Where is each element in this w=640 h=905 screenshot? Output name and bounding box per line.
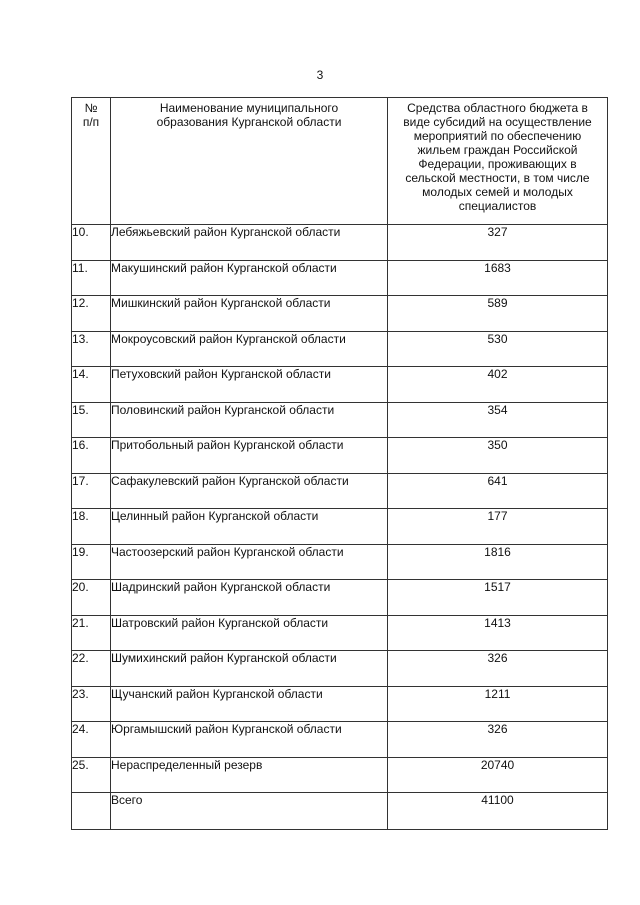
table-row <box>72 225 608 261</box>
row-number: 21. <box>72 615 111 651</box>
table-row <box>72 544 608 580</box>
row-name: Притобольный район Курганской области <box>111 438 388 474</box>
row-number: 12. <box>72 296 111 332</box>
row-value: 20740 <box>388 757 608 793</box>
table-row <box>72 260 608 296</box>
header-value: Средства областного бюджета в виде субсидий на осуществление мероприятий по обеспечению жильем граждан Российской Федерации, проживающих в сельской местности, в том числе молодых семей и молодых специалистов <box>388 98 608 225</box>
row-name: Юргамышский район Курганской области <box>111 722 388 758</box>
row-value: 1517 <box>388 580 608 616</box>
table-body <box>72 225 608 830</box>
row-value: 1683 <box>388 260 608 296</box>
table-row <box>72 580 608 616</box>
row-name: Шатровский район Курганской области <box>111 615 388 651</box>
row-value: 402 <box>388 367 608 403</box>
total-row <box>72 793 608 830</box>
row-value: 641 <box>388 473 608 509</box>
row-number: 23. <box>72 686 111 722</box>
table-row <box>72 438 608 474</box>
row-name: Целинный район Курганской области <box>111 509 388 545</box>
row-name: Шадринский район Курганской области <box>111 580 388 616</box>
row-value: 177 <box>388 509 608 545</box>
table-row <box>72 402 608 438</box>
row-name: Мокроусовский район Курганской области <box>111 331 388 367</box>
row-number: 19. <box>72 544 111 580</box>
row-name: Половинский район Курганской области <box>111 402 388 438</box>
table-row <box>72 757 608 793</box>
row-number: 10. <box>72 225 111 261</box>
row-number: 11. <box>72 260 111 296</box>
row-number: 22. <box>72 651 111 687</box>
row-value: 1816 <box>388 544 608 580</box>
row-value: 350 <box>388 438 608 474</box>
row-value: 530 <box>388 331 608 367</box>
header-number: № п/п <box>72 98 111 225</box>
table-row <box>72 615 608 651</box>
table-row <box>72 686 608 722</box>
header-row <box>72 98 608 225</box>
row-name: Шумихинский район Курганской области <box>111 651 388 687</box>
row-value: 589 <box>388 296 608 332</box>
table-header <box>72 98 608 225</box>
row-number: 25. <box>72 757 111 793</box>
row-name: Нераспределенный резерв <box>111 757 388 793</box>
header-name: Наименование муниципального образования Курганской области <box>111 98 388 225</box>
row-number <box>72 793 111 830</box>
row-value: 354 <box>388 402 608 438</box>
row-number: 18. <box>72 509 111 545</box>
table-row <box>72 509 608 545</box>
row-value: 1211 <box>388 686 608 722</box>
row-number: 16. <box>72 438 111 474</box>
row-value: 327 <box>388 225 608 261</box>
row-name: Сафакулевский район Курганской области <box>111 473 388 509</box>
row-number: 24. <box>72 722 111 758</box>
row-name: Мишкинский район Курганской области <box>111 296 388 332</box>
row-value: 1413 <box>388 615 608 651</box>
table-row <box>72 473 608 509</box>
table-row <box>72 651 608 687</box>
row-name: Частоозерский район Курганской области <box>111 544 388 580</box>
row-value: 326 <box>388 722 608 758</box>
row-value: 41100 <box>388 793 608 830</box>
row-name: Петуховский район Курганской области <box>111 367 388 403</box>
row-value: 326 <box>388 651 608 687</box>
row-number: 15. <box>72 402 111 438</box>
budget-table <box>71 97 608 830</box>
page-number: 3 <box>316 68 324 82</box>
row-name: Щучанский район Курганской области <box>111 686 388 722</box>
row-number: 20. <box>72 580 111 616</box>
table-row <box>72 331 608 367</box>
row-name: Лебяжьевский район Курганской области <box>111 225 388 261</box>
row-number: 14. <box>72 367 111 403</box>
table-row <box>72 296 608 332</box>
table-row <box>72 367 608 403</box>
row-name: Всего <box>111 793 388 830</box>
row-name: Макушинский район Курганской области <box>111 260 388 296</box>
row-number: 17. <box>72 473 111 509</box>
row-number: 13. <box>72 331 111 367</box>
table-row <box>72 722 608 758</box>
